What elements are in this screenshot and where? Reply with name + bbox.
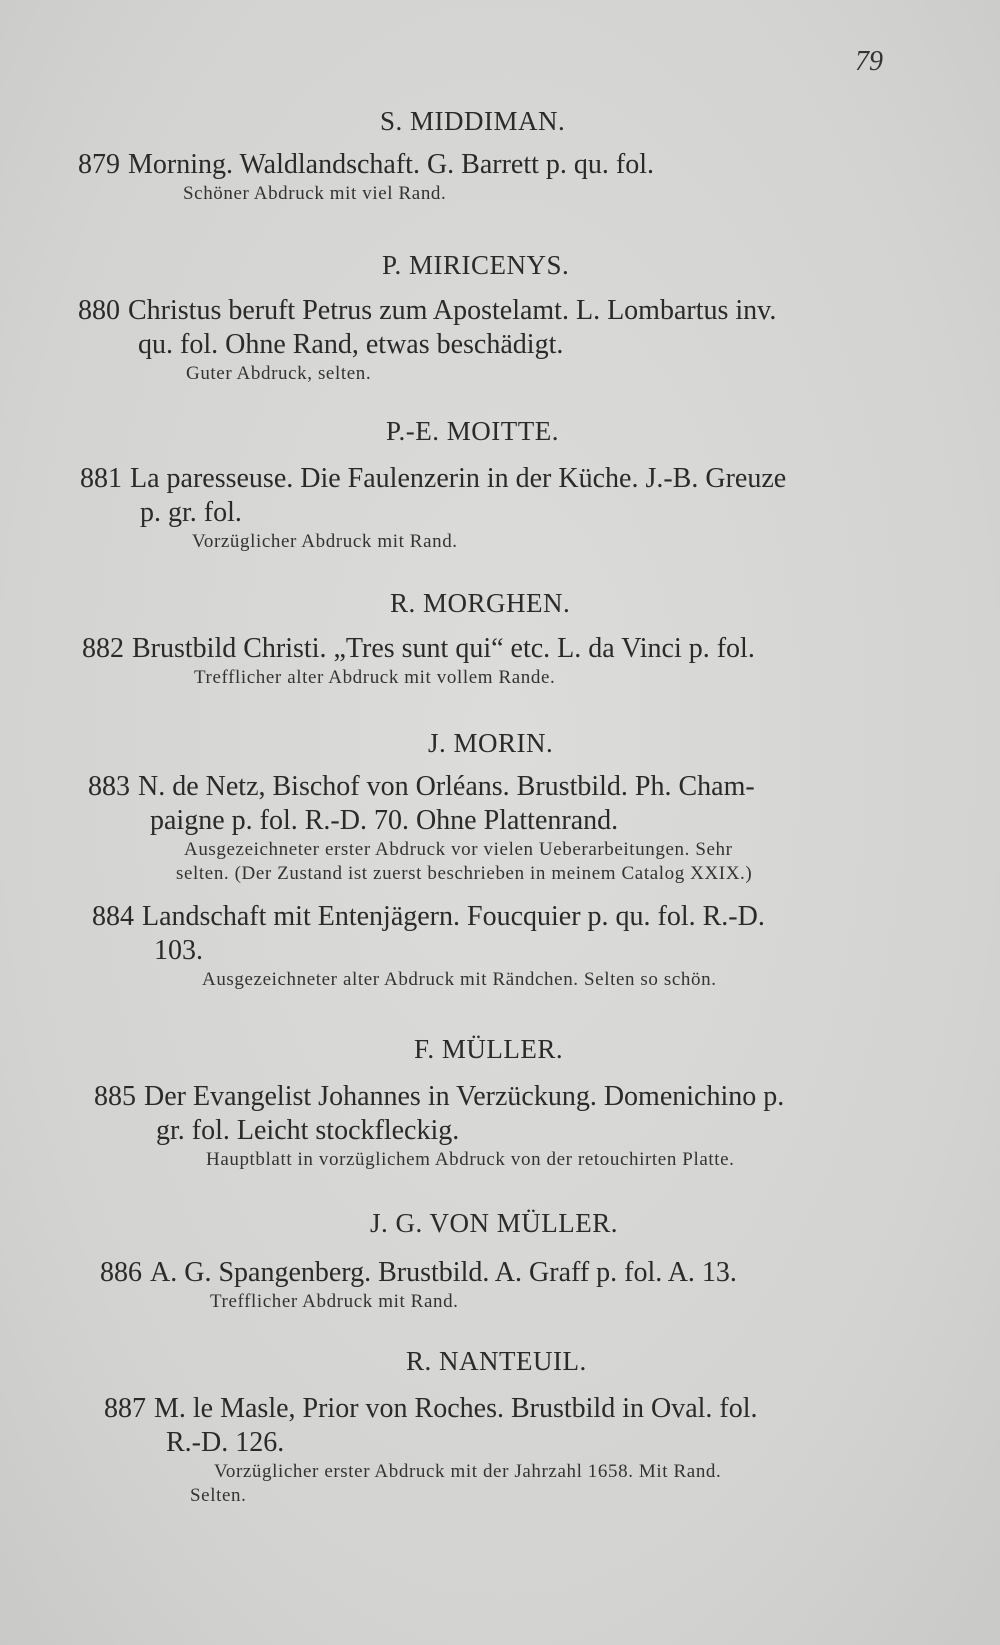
entry-note: Vorzüglicher Abdruck mit Rand. — [192, 531, 458, 552]
entry-note: Ausgezeichneter alter Abdruck mit Rändchen. Selten so schön. — [202, 969, 717, 990]
entry-note: Vorzüglicher erster Abdruck mit der Jahrzahl 1658. Mit Rand. — [214, 1461, 722, 1482]
entry-title: Der Evangelist Johannes in Verzückung. Domenichino p. — [144, 1081, 785, 1112]
entry-number: 879 — [78, 149, 120, 180]
entry-number: 883 — [88, 771, 130, 802]
artist-heading: F. MÜLLER. — [414, 1034, 564, 1064]
page-number: 79 — [855, 46, 883, 77]
entry-line — [100, 1256, 960, 1290]
entry-number: 881 — [80, 463, 122, 494]
entry-line-continued: R.-D. 126. — [166, 1427, 285, 1458]
entry-line — [78, 294, 938, 328]
entry-note: Trefflicher Abdruck mit Rand. — [210, 1291, 459, 1312]
entry-note: selten. (Der Zustand ist zuerst beschrieben in meinem Catalog XXIX.) — [176, 863, 753, 884]
entry-number: 886 — [100, 1257, 142, 1288]
entry-line-continued: qu. fol. Ohne Rand, etwas beschädigt. — [138, 329, 564, 360]
entry-title: Christus beruft Petrus zum Apostelamt. L. Lombartus inv. — [128, 295, 777, 326]
artist-heading: S. MIDDIMAN. — [380, 106, 566, 136]
catalog-entry-883 — [88, 770, 948, 886]
entry-title: La paresseuse. Die Faulenzerin in der Küche. J.-B. Greuze — [130, 463, 787, 494]
catalog-entry-882 — [82, 632, 942, 690]
entry-number: 884 — [92, 901, 134, 932]
entry-note: Selten. — [190, 1485, 247, 1506]
entry-note: Trefflicher alter Abdruck mit vollem Rande. — [194, 667, 556, 688]
artist-heading: P.-E. MOITTE. — [386, 416, 559, 446]
artist-heading: R. NANTEUIL. — [406, 1346, 587, 1376]
artist-heading: J. MORIN. — [428, 728, 554, 758]
artist-heading: J. G. VON MÜLLER. — [370, 1208, 619, 1238]
catalog-entry-881 — [80, 462, 940, 554]
entry-line-continued: 103. — [154, 935, 203, 966]
entry-note: Schöner Abdruck mit viel Rand. — [183, 183, 447, 204]
entry-line — [92, 900, 952, 934]
entry-number: 880 — [78, 295, 120, 326]
entry-line-continued: gr. fol. Leicht stockfleckig. — [156, 1115, 460, 1146]
entry-line — [82, 632, 942, 666]
entry-line — [104, 1392, 964, 1426]
entry-line — [88, 770, 948, 804]
entry-note: Guter Abdruck, selten. — [186, 363, 372, 384]
entry-title: Brustbild Christi. „Tres sunt qui“ etc. L. da Vinci p. fol. — [132, 633, 755, 664]
artist-heading: R. MORGHEN. — [390, 588, 571, 618]
entry-number: 882 — [82, 633, 124, 664]
entry-note: Hauptblatt in vorzüglichem Abdruck von der retouchirten Platte. — [206, 1149, 735, 1170]
entry-number: 887 — [104, 1393, 146, 1424]
catalog-entry-879 — [78, 148, 938, 206]
entry-number: 885 — [94, 1081, 136, 1112]
catalog-entry-884 — [92, 900, 952, 992]
entry-line — [78, 148, 938, 182]
artist-heading: P. MIRICENYS. — [382, 250, 570, 280]
catalog-entry-885 — [94, 1080, 954, 1172]
catalog-entry-887 — [104, 1392, 964, 1508]
entry-title: M. le Masle, Prior von Roches. Brustbild in Oval. fol. — [154, 1393, 758, 1424]
entry-title: Landschaft mit Entenjägern. Foucquier p. qu. fol. R.-D. — [142, 901, 765, 932]
entry-line-continued: p. gr. fol. — [140, 497, 242, 528]
entry-title: Morning. Waldlandschaft. G. Barrett p. qu. fol. — [128, 149, 655, 180]
catalog-entry-886 — [100, 1256, 960, 1314]
entry-line — [80, 462, 940, 496]
entry-note: Ausgezeichneter erster Abdruck vor vielen Ueberarbeitungen. Sehr — [184, 839, 733, 860]
entry-line-continued: paigne p. fol. R.-D. 70. Ohne Plattenrand. — [150, 805, 619, 836]
catalog-entry-880 — [78, 294, 938, 386]
entry-title: A. G. Spangenberg. Brustbild. A. Graff p. fol. A. 13. — [150, 1257, 737, 1288]
entry-title: N. de Netz, Bischof von Orléans. Brustbild. Ph. Cham- — [138, 771, 755, 802]
entry-line — [94, 1080, 954, 1114]
